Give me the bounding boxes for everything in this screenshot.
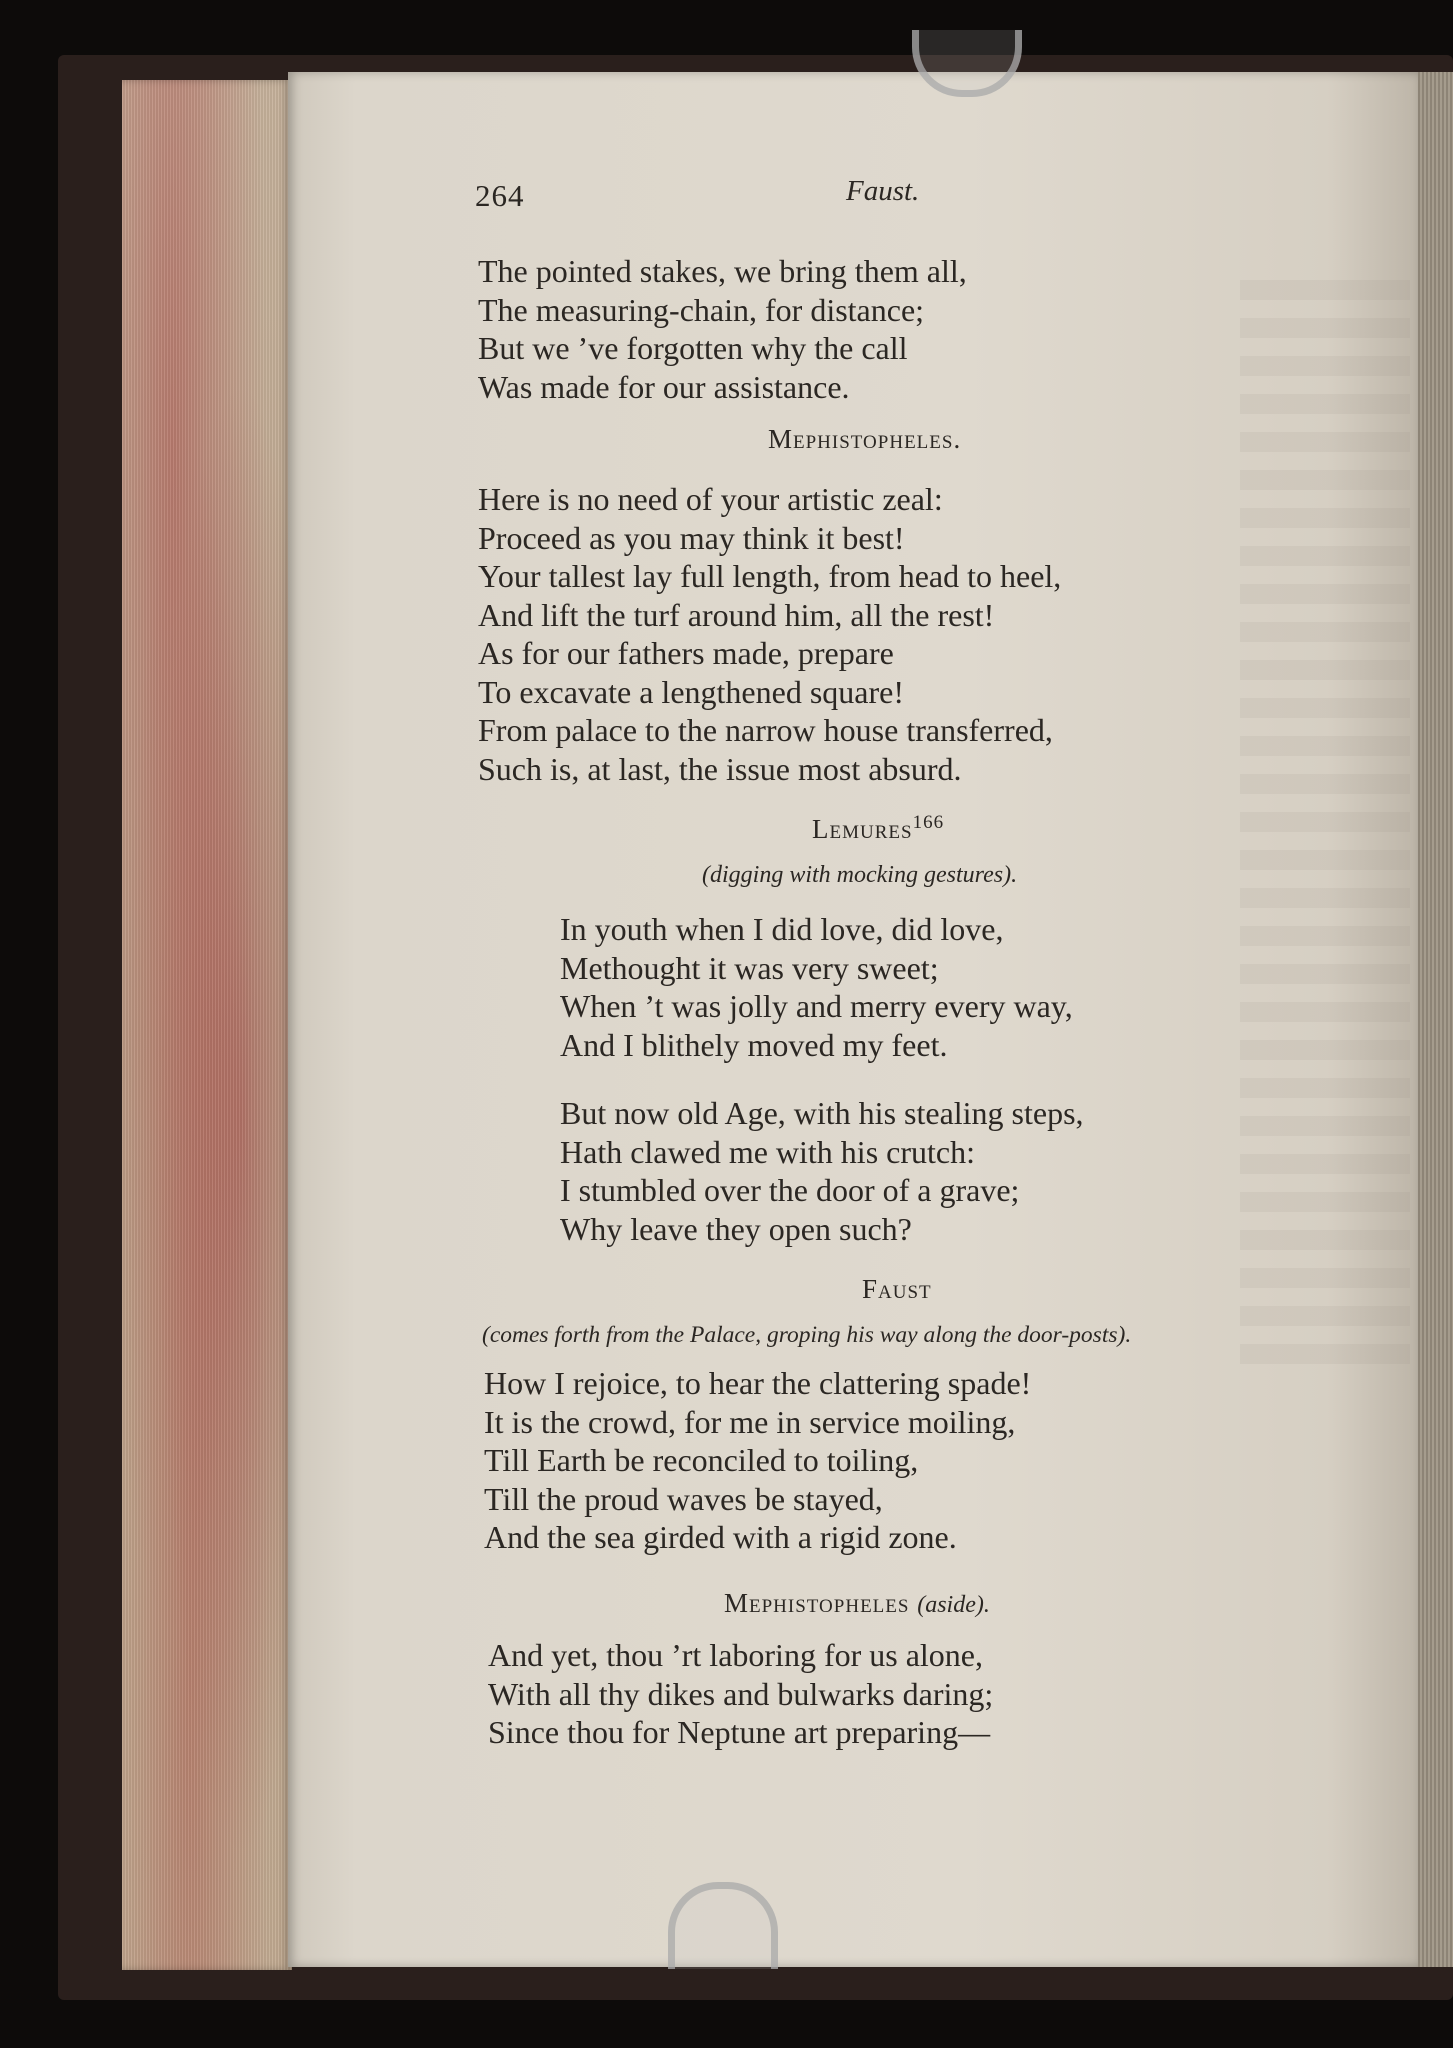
speaker-lemures [812, 812, 944, 845]
stanza-4 [560, 1094, 1084, 1248]
verse-line: It is the crowd, for me in service moiling, [484, 1403, 1016, 1440]
verse-line: Was made for our assistance. [478, 368, 850, 405]
verse-line: And yet, thou ’rt laboring for us alone, [488, 1637, 983, 1673]
speaker-name: Lemures [812, 814, 913, 844]
verse-line: And the sea girded with a rigid zone. [484, 1519, 957, 1555]
verse-line: Since thou for Neptune art preparing— [488, 1714, 991, 1750]
verse-line: Why leave they open such? [560, 1210, 912, 1247]
verse-line: To excavate a lengthened square! [478, 673, 904, 710]
verse-line: Proceed as you may think it best! [478, 519, 905, 556]
speaker-faust: Faust [862, 1274, 932, 1304]
show-through-shadow [1240, 280, 1410, 1380]
stage-direction: (comes forth from the Palace, groping his way along the door-posts). [482, 1322, 1132, 1348]
verse-line: Here is no need of your artistic zeal: [478, 481, 943, 517]
verse-line: As for our fathers made, prepare [478, 635, 894, 671]
verse-line: Till the proud waves be stayed, [484, 1480, 883, 1517]
speaker-name: Mephistopheles [724, 1588, 910, 1618]
verse-line: But now old Age, with his stealing steps, [560, 1095, 1084, 1131]
verse-line: From palace to the narrow house transferred, [478, 712, 1053, 748]
stanza-6 [488, 1636, 993, 1752]
marbled-page-edge [122, 80, 292, 1970]
verse-line: How I rejoice, to hear the clattering spade! [484, 1365, 1032, 1401]
verse-line: And I blithely moved my feet. [560, 1026, 948, 1063]
facing-page-edge [1418, 72, 1453, 1967]
verse-line: When ’t was jolly and merry every way, [560, 988, 1073, 1024]
stanza-5 [484, 1364, 1031, 1557]
verse-line: Hath clawed me with his crutch: [560, 1133, 975, 1170]
verse-line: The measuring-chain, for distance; [478, 291, 925, 328]
verse-line: But we ’ve forgotten why the call [478, 330, 908, 366]
verse-line: Your tallest lay full length, from head to heel, [478, 558, 1062, 594]
stanza-1 [478, 252, 967, 406]
stanza-3 [560, 910, 1073, 1064]
verse-line: The pointed stakes, we bring them all, [478, 253, 967, 289]
stanza-2 [478, 480, 1061, 788]
running-title: Faust. [846, 175, 920, 207]
stage-direction: (digging with mocking gestures). [702, 862, 1018, 888]
verse-line: In youth when I did love, did love, [560, 911, 1004, 947]
verse-line: Such is, at last, the issue most absurd. [478, 750, 962, 787]
verse-line: With all thy dikes and bulwarks daring; [488, 1675, 994, 1712]
footnote-marker: 166 [912, 812, 945, 833]
verse-line: Methought it was very sweet; [560, 949, 939, 986]
verse-line: And lift the turf around him, all the rest! [478, 596, 995, 633]
page-number: 264 [475, 178, 525, 213]
stage-direction: (aside). [917, 1592, 990, 1618]
speaker-mephistopheles: Mephistopheles. [768, 424, 962, 454]
verse-line: Till Earth be reconciled to toiling, [484, 1442, 919, 1478]
speaker-mephistopheles-aside [724, 1588, 990, 1619]
page-clip-bottom [668, 1882, 778, 1969]
verse-line: I stumbled over the door of a grave; [560, 1172, 1020, 1208]
